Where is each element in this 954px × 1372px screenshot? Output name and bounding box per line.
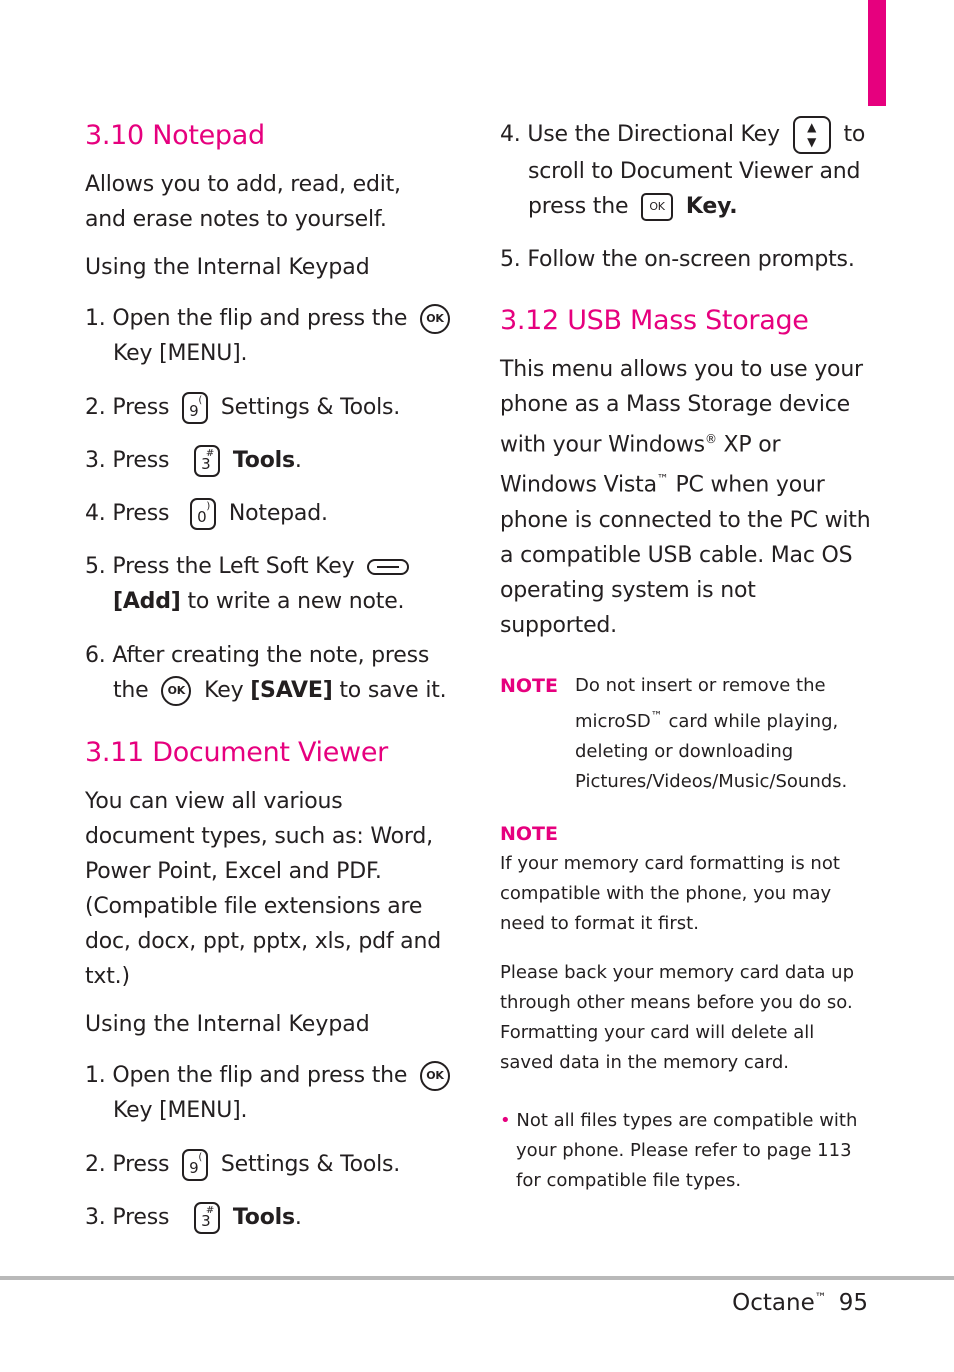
footer-tm: ™: [814, 1290, 827, 1305]
footer-brand: Octane: [732, 1290, 815, 1316]
key-9-icon: 9 (: [182, 392, 208, 424]
note-text: Do not insert or remove the microSD™ card while playing, deleting or downloading Pictures/Videos/Music/Sounds.: [575, 674, 848, 792]
notepad-step-1: 1. Open the flip and press the OK Key [MENU].: [85, 301, 457, 371]
footer-divider: [0, 1276, 954, 1280]
usb-intro: This menu allows you to use your phone as a Mass Storage device with your Windows® XP or Windows Vista™ PC when your phone is connected to the PC with a compatible USB cable. Mac OS operating system is not supported.: [500, 357, 871, 638]
ok-key-icon: OK: [420, 1061, 450, 1091]
accent-tab: [868, 0, 886, 106]
page-number: 95: [838, 1290, 868, 1316]
key-3-icon: 3 #: [194, 445, 220, 477]
notepad-step-4: 4. Press 0 ) Notepad.: [85, 496, 457, 531]
note-format: [500, 819, 872, 939]
key-0-icon: 0 ): [190, 498, 216, 530]
key-9-icon: 9 (: [182, 1149, 208, 1181]
backup-paragraph: Please back your memory card data up through other means before you do so. Formatting your card will delete all saved data in the memory card.: [500, 961, 855, 1073]
bullet-dot-icon: •: [500, 1109, 511, 1131]
notepad-step-2: 2. Press 9 ( Settings & Tools.: [85, 390, 457, 425]
key-3-icon: 3 #: [194, 1202, 220, 1234]
notepad-step-3: 3. Press 3 # Tools.: [85, 443, 457, 478]
docviewer-step-1: 1. Open the flip and press the OK Key [MENU].: [85, 1058, 457, 1128]
notepad-step-5: 5. Press the Left Soft Key [Add] to write a new note.: [85, 549, 457, 619]
section-title-notepad: 3.10 Notepad: [85, 120, 265, 151]
docviewer-extensions: (Compatible file extensions are doc, docx, ppt, pptx, xls, pdf and txt.): [85, 894, 441, 989]
notepad-subhead: Using the Internal Keypad: [85, 255, 370, 280]
note-microsd: [500, 671, 872, 797]
left-column: [85, 114, 457, 1235]
docviewer-step-4: 4. Use the Directional Key ▲ ▼ to scroll to Document Viewer and press the OK Key.: [500, 116, 872, 224]
footer: [732, 1290, 868, 1316]
left-soft-key-icon: [367, 559, 409, 575]
right-column: [500, 114, 872, 1196]
notepad-step-6: 6. After creating the note, press the OK Key [SAVE] to save it.: [85, 638, 457, 708]
ok-key-icon: OK: [641, 193, 673, 221]
docviewer-step-2: 2. Press 9 ( Settings & Tools.: [85, 1147, 457, 1182]
ok-key-icon: OK: [420, 304, 450, 334]
ok-key-icon: OK: [161, 676, 191, 706]
notepad-intro: Allows you to add, read, edit, and erase notes to yourself.: [85, 172, 401, 232]
docviewer-intro: You can view all various document types, such as: Word, Power Point, Excel and PDF.: [85, 789, 433, 884]
note-label: NOTE: [500, 822, 558, 845]
section-title-usb: 3.12 USB Mass Storage: [500, 305, 809, 336]
docviewer-step-3: 3. Press 3 # Tools.: [85, 1200, 457, 1235]
note-label: NOTE: [500, 674, 558, 697]
section-title-docviewer: 3.11 Document Viewer: [85, 737, 388, 768]
bullet-compatibility: • Not all files types are compatible with your phone. Please refer to page 113 for compatible file types.: [500, 1109, 858, 1191]
directional-key-icon: ▲ ▼: [793, 116, 831, 154]
note-format-text: If your memory card formatting is not compatible with the phone, you may need to format it first.: [500, 852, 840, 934]
docviewer-subhead: Using the Internal Keypad: [85, 1012, 370, 1037]
docviewer-step-5: 5. Follow the on-screen prompts.: [500, 247, 855, 272]
